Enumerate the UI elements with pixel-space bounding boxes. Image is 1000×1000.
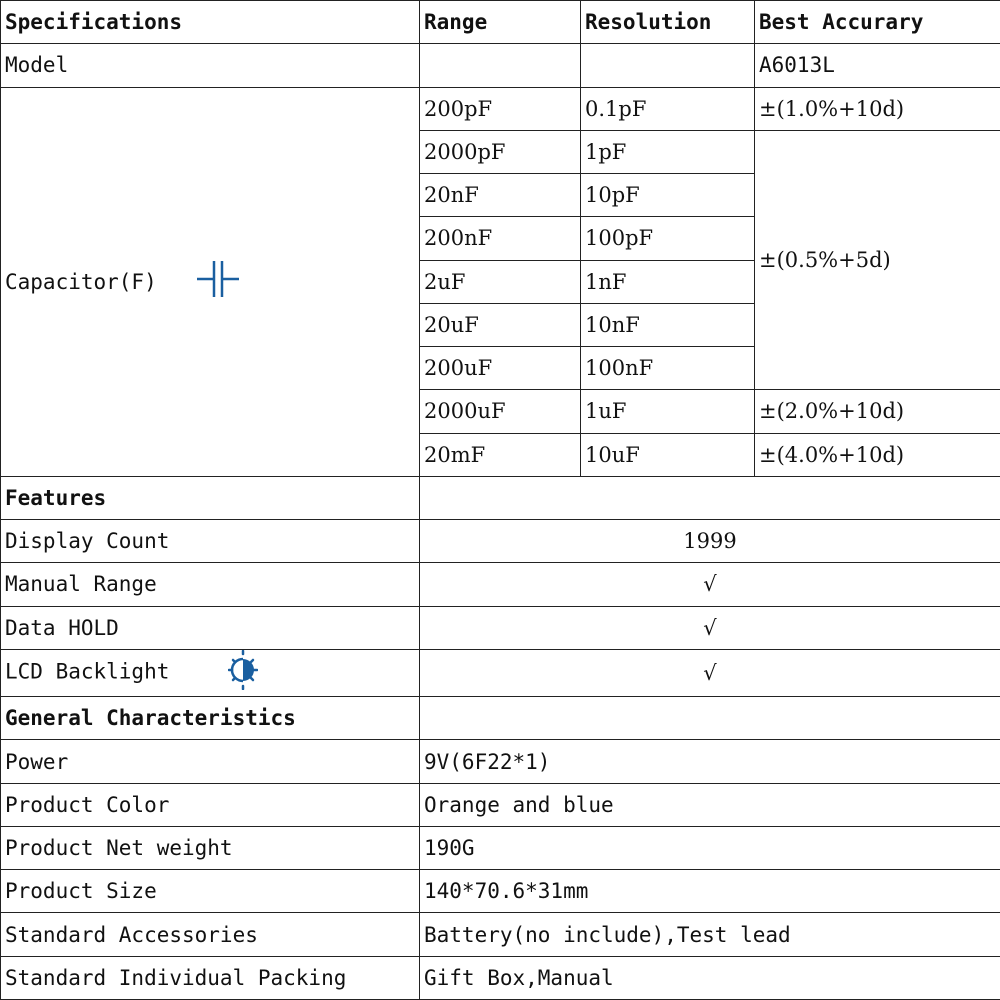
header-range: Range: [420, 1, 581, 44]
capacitor-range: 200pF: [420, 87, 581, 130]
general-row: [1, 783, 1000, 826]
general-label: Product Color: [1, 783, 420, 826]
general-row: [1, 740, 1000, 783]
capacitor-resolution: 100nF: [581, 347, 755, 390]
capacitor-resolution: 10uF: [581, 433, 755, 476]
general-title-empty: [420, 697, 1000, 740]
capacitor-label-cell: [1, 87, 420, 476]
capacitor-resolution: 0.1pF: [581, 87, 755, 130]
model-range-empty: [420, 44, 581, 87]
header-specifications: Specifications: [1, 1, 420, 44]
feature-label: Data HOLD: [1, 606, 420, 649]
general-label: Standard Individual Packing: [1, 956, 420, 999]
general-value: 140*70.6*31mm: [420, 870, 1000, 913]
capacitor-accuracy: ±(4.0%+10d): [755, 433, 1000, 476]
capacitor-icon: [197, 259, 239, 304]
general-label: Product Size: [1, 870, 420, 913]
capacitor-row: [1, 87, 1000, 130]
model-label: Model: [1, 44, 420, 87]
capacitor-range: 2000pF: [420, 130, 581, 173]
capacitor-resolution: 1pF: [581, 130, 755, 173]
features-title: Features: [1, 476, 420, 519]
features-title-empty: [420, 476, 1000, 519]
feature-row: [1, 606, 1000, 649]
general-label: Product Net weight: [1, 826, 420, 869]
features-title-row: [1, 476, 1000, 519]
feature-checkmark: √: [420, 563, 1000, 606]
capacitor-range: 20mF: [420, 433, 581, 476]
capacitor-accuracy: ±(1.0%+10d): [755, 87, 1000, 130]
general-value: Battery(no include),Test lead: [420, 913, 1000, 956]
feature-label: LCD Backlight: [5, 659, 170, 684]
general-value: 9V(6F22*1): [420, 740, 1000, 783]
capacitor-label: Capacitor(F): [5, 269, 157, 294]
capacitor-range: 20uF: [420, 303, 581, 346]
feature-checkmark: √: [420, 606, 1000, 649]
feature-label: Display Count: [1, 520, 420, 563]
capacitor-resolution: 1uF: [581, 390, 755, 433]
model-row: [1, 44, 1000, 87]
capacitor-range: 2uF: [420, 260, 581, 303]
general-row: [1, 913, 1000, 956]
capacitor-range: 2000uF: [420, 390, 581, 433]
feature-label: Manual Range: [1, 563, 420, 606]
capacitor-range: 200uF: [420, 347, 581, 390]
header-resolution: Resolution: [581, 1, 755, 44]
capacitor-resolution: 100pF: [581, 217, 755, 260]
feature-row: [1, 563, 1000, 606]
capacitor-range: 200nF: [420, 217, 581, 260]
feature-label-cell: [1, 649, 420, 696]
capacitor-resolution: 1nF: [581, 260, 755, 303]
backlight-icon: [228, 650, 258, 695]
general-row: [1, 956, 1000, 999]
capacitor-range: 20nF: [420, 174, 581, 217]
general-value: Gift Box,Manual: [420, 956, 1000, 999]
model-value: A6013L: [755, 44, 1000, 87]
general-label: Standard Accessories: [1, 913, 420, 956]
capacitor-resolution: 10pF: [581, 174, 755, 217]
header-best-accuracy: Best Accurary: [755, 1, 1000, 44]
feature-value: 1999: [420, 520, 1000, 563]
capacitor-accuracy: ±(2.0%+10d): [755, 390, 1000, 433]
capacitor-shared-accuracy: ±(0.5%+5d): [755, 130, 1000, 390]
model-resolution-empty: [581, 44, 755, 87]
feature-row: [1, 520, 1000, 563]
capacitor-resolution: 10nF: [581, 303, 755, 346]
general-title-row: [1, 697, 1000, 740]
general-value: 190G: [420, 826, 1000, 869]
general-value: Orange and blue: [420, 783, 1000, 826]
feature-row: [1, 649, 1000, 696]
general-label: Power: [1, 740, 420, 783]
feature-checkmark: √: [420, 649, 1000, 696]
general-row: [1, 870, 1000, 913]
general-row: [1, 826, 1000, 869]
header-row: [1, 1, 1000, 44]
general-title: General Characteristics: [1, 697, 420, 740]
